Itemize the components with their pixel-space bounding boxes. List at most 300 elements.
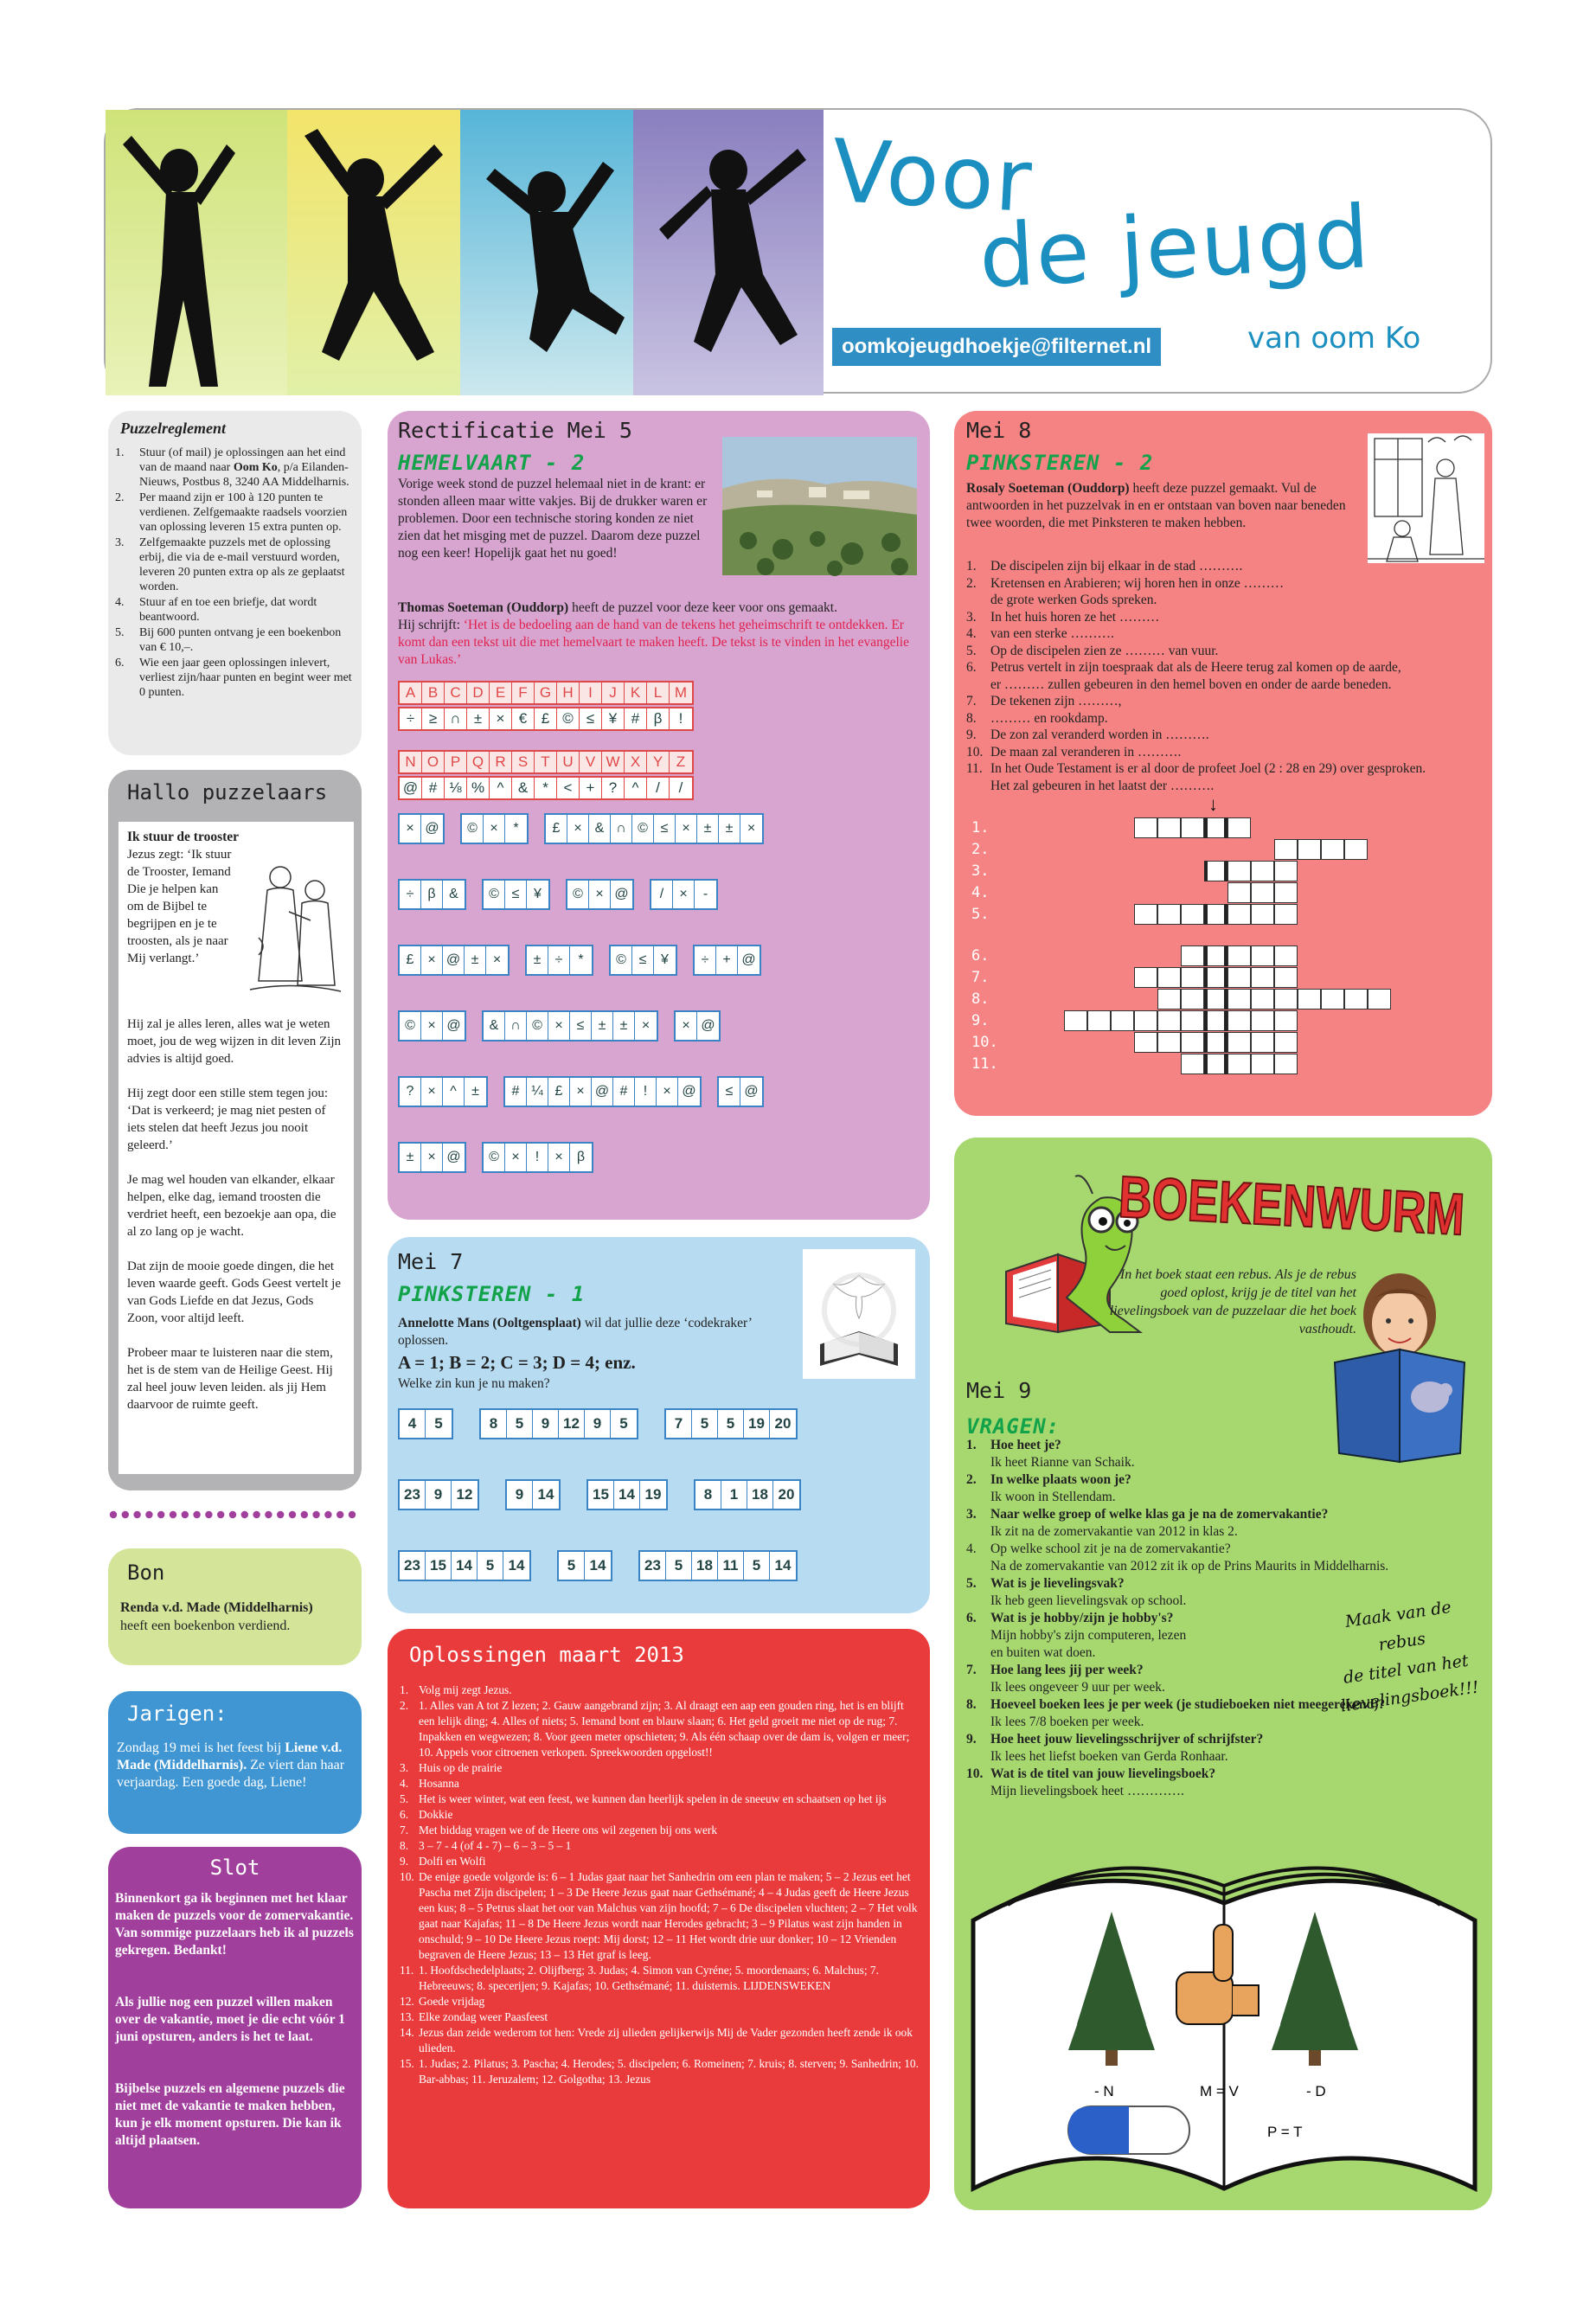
code-key-1 [398, 681, 694, 731]
item-text: De enige goede volgorde is: 6 – 1 Judas gaat naar het Sanhedrin om een plan te maken; 5 – 2 Jezus eet het Pascha met Zijn discipelen; 1 – 3 De Heere Jezus gaat naar Gethsémané; 4 – 4 Judas geeft de Heere Jezus een kus; 8 – 5 Petrus slaat het oor van Malchus van zijn hoofd; 7 – 6 De discipelen vluchten; 2 – 7 Het volk gaat naar Kajafas; 11 – 8 De Heere Jezus wordt naar Herodes gebracht; 3 – 9 Pilatus wast zijn handen in onschuld; 9 – 10 De Heere Jezus roept: Mij dorst; 12 – 11 Het wordt drie uur donker; 10 – 12 Vrienden begraven de Heere Jezus; 13 – 13 Het graf is leeg. [419, 1870, 918, 1961]
hallo-paragraph: Probeer maar te luisteren naar die stem, het is de stem van de Heilige Geest. Hij zal heel jouw leven leiden. als jij Hem daarvoor de ruimte geeft. [127, 1346, 333, 1412]
boekenwurm-blurb: In het boek staat een rebus. Als je de rebus goed oplost, krijg je de titel van het lievelingsboek van de puzzelaar die het boek vasthoudt. [1109, 1267, 1356, 1336]
qa-item [966, 1437, 1485, 1471]
grid-cell [1321, 839, 1344, 860]
mei7-code: A = 1; B = 2; C = 3; D = 4; enz. [398, 1352, 636, 1373]
divider-dot [170, 1511, 176, 1518]
solution-item [400, 2009, 919, 2025]
item-text: Jezus dan zeide wederom tot hen: Vrede zij ulieden gelijkerwijs Mij de Vader gezonden heeft zende ik ook ulieden. [419, 2026, 913, 2054]
answer-text: Ik zit na de zomervakantie van 2012 in klas 2. [990, 1524, 1238, 1539]
key-cell: Y [647, 752, 670, 772]
item-number: 2. [966, 575, 977, 591]
code-cell: & [449, 887, 458, 901]
item-number: 2. [966, 1472, 977, 1487]
hallo-title: Hallo puzzelaars [127, 780, 328, 804]
puzzle-row [398, 813, 921, 844]
question-item [966, 659, 1485, 693]
mei7-puzzle-rows [398, 1408, 921, 1621]
answer-text: Ik lees ongeveer 9 uur per week. [990, 1680, 1165, 1695]
reglement-item [115, 625, 356, 655]
code-cell: 9 [426, 1481, 452, 1509]
key-cell: ! [678, 710, 683, 727]
key-cell: / [678, 779, 683, 796]
grid-cell [1181, 904, 1204, 925]
code-cell: © [611, 946, 632, 974]
key-cell: L [647, 683, 670, 703]
item-number: 1. [966, 559, 977, 574]
code-cell: × [548, 1012, 570, 1040]
code-word [609, 945, 677, 976]
divider-dot [122, 1511, 129, 1518]
item-text: Zelfgemaakte puzzels met de oplossing erbij, die via de e-mail verstuurd worden, leveren 20 punten extra op als ze geplaatst worden. [139, 536, 345, 593]
grid-row-label: 2. [971, 841, 990, 858]
solution-item [400, 1963, 919, 1994]
code-word [693, 945, 761, 976]
puzzle-row [398, 1479, 921, 1510]
code-cell: ∩ [611, 815, 632, 843]
item-number: 6. [966, 660, 977, 675]
grid-row-label: 4. [971, 884, 990, 901]
code-cell: 8 [695, 1481, 721, 1509]
grid-cell [1274, 904, 1298, 925]
jarigen-name: Liene v.d. Made (Middelharnis). [117, 1740, 343, 1772]
key-cell: × [490, 708, 512, 729]
grid-cell [1181, 945, 1204, 966]
grid-cell [1368, 989, 1391, 1009]
code-word [460, 813, 529, 844]
key-cell: ^ [625, 778, 647, 798]
rectificatie-panel [388, 411, 930, 1220]
grid-cell [1227, 967, 1251, 988]
key-cell: O [422, 752, 445, 772]
rect-subtitle: HEMELVAART - 2 [398, 451, 586, 475]
question-item [966, 710, 1485, 727]
mei9-title: Mei 9 [966, 1378, 1032, 1403]
item-text: Dolfi en Wolfi [419, 1855, 486, 1868]
slot-paragraphs [115, 1890, 356, 2150]
code-cell: ! [527, 1144, 548, 1171]
code-cell: × [567, 815, 589, 843]
key-cell: # [422, 778, 445, 798]
solution-item [400, 1698, 919, 1760]
header-title-line2: de jeugd [977, 186, 1374, 308]
item-number: 5. [115, 626, 125, 639]
key-codes-row [398, 707, 694, 731]
item-number: 2. [400, 1699, 409, 1712]
code-word [398, 1550, 531, 1581]
item-text: Oom Ko [233, 461, 278, 474]
question-text: Wat is de titel van jouw lievelingsboek? [990, 1766, 1216, 1781]
grid-cell [1204, 861, 1227, 881]
item-number: 1. [966, 1438, 977, 1452]
item-number: 4. [966, 1541, 977, 1556]
code-cell: 14 [614, 1481, 640, 1509]
grid-cell [1227, 1010, 1251, 1031]
key-cell: # [625, 708, 647, 729]
puzzle-row [398, 1142, 921, 1173]
question-item [966, 693, 1485, 710]
code-word [398, 1142, 466, 1173]
grid-cell [1274, 967, 1298, 988]
question-text: Hoeveel boeken lees je per week (je studieboeken niet meegerekend)? [990, 1697, 1386, 1712]
divider-dot [110, 1511, 117, 1518]
code-cell: 9 [585, 1410, 611, 1438]
code-cell: 5 [692, 1410, 718, 1438]
reglement-title: Puzzelreglement [120, 420, 226, 437]
item-number: 10. [966, 1766, 984, 1781]
grid-cell [1251, 1010, 1274, 1031]
grid-cell [1134, 1032, 1157, 1053]
code-word [482, 1010, 658, 1042]
email-link[interactable]: oomkojeugdhoekje@filternet.nl [832, 328, 1161, 366]
grid-cell [1344, 989, 1368, 1009]
solution-item [400, 1823, 919, 1838]
mei8-subtitle: PINKSTEREN - 2 [966, 451, 1154, 475]
code-cell: 14 [589, 1557, 606, 1574]
item-text: Stuur af en toe een briefje, dat wordt beantwoord. [139, 596, 317, 624]
key-cell: + [580, 778, 602, 798]
item-number: 8. [966, 1697, 977, 1712]
grid-cell [1251, 1054, 1274, 1074]
code-cell: 9 [533, 1410, 559, 1438]
item-text: , p/a Eilanden-Nieuws, Postbus 8, 3240 AA Middelharnis. [139, 461, 349, 489]
code-cell: © [484, 881, 505, 908]
rebus-label-1: - N [1094, 2083, 1114, 2099]
grid-cell [1157, 904, 1181, 925]
grid-cell [1134, 817, 1157, 838]
answer-text: Na de zomervakantie van 2012 zit ik op de Prins Maurits in Middelharnis. [990, 1559, 1389, 1574]
slot-paragraph: Binnenkort ga ik beginnen met het klaar maken de puzzels voor de zomervakantie. Van sommige puzzelaars heb ik al puzzels gekregen. Bedankt! [115, 1891, 354, 1958]
puzzle-row [398, 1010, 921, 1042]
grid-cell [1251, 904, 1274, 925]
item-number: 7. [966, 1663, 977, 1677]
code-cell: × [589, 881, 611, 908]
divider-dot [193, 1511, 200, 1518]
key-cell: ¥ [602, 708, 625, 729]
boekenwurm-panel [954, 1138, 1561, 2210]
key-cell: B [422, 683, 445, 703]
reglement-list [115, 445, 356, 701]
code-word [398, 945, 510, 976]
item-number: 4. [115, 596, 125, 609]
item-number: 5. [966, 643, 977, 658]
bon-title: Bon [127, 1561, 165, 1585]
grid-cell [1157, 967, 1181, 988]
grid-cell [1204, 945, 1227, 966]
slot-title: Slot [209, 1856, 260, 1880]
item-text: De maan zal veranderen in ………. [990, 744, 1182, 760]
grid-cell [1227, 989, 1251, 1009]
divider-dot [145, 1511, 152, 1518]
solution-item [400, 1854, 919, 1869]
grid-cell [1204, 1010, 1227, 1031]
question-item [966, 744, 1485, 761]
code-cell: × [421, 1144, 443, 1171]
grid-cell [1204, 989, 1227, 1009]
grid-row-label: 3. [971, 862, 990, 880]
grid-cell [1227, 1054, 1251, 1074]
handwritten-note [1319, 1590, 1489, 1721]
code-word [566, 879, 634, 910]
solution-item [400, 1838, 919, 1854]
item-number: 2. [115, 491, 125, 504]
grid-cell [1181, 989, 1204, 1009]
divider-dot [349, 1511, 356, 1518]
code-cell: 14 [508, 1557, 525, 1574]
code-cell: # [505, 1078, 527, 1106]
item-number: 6. [966, 1611, 977, 1625]
code-cell: © [527, 1012, 548, 1040]
question-item [966, 625, 1485, 643]
mei7-question: Welke zin kun je nu maken? [398, 1376, 550, 1391]
item-number: 6. [115, 657, 125, 670]
grid-cell [1181, 817, 1204, 838]
item-number: 12. [400, 1995, 414, 2008]
jarigen-text1: Zondag 19 mei is het feest bij [117, 1740, 285, 1755]
puzzle-row [398, 1408, 921, 1439]
grid-cell [1274, 945, 1298, 966]
grid-cell [1204, 817, 1227, 838]
question-item [966, 575, 1485, 609]
code-word [664, 1408, 798, 1439]
grid-cell [1227, 861, 1251, 881]
item-number: 11. [966, 761, 983, 776]
key-cell: ≤ [580, 708, 602, 729]
code-word [674, 1010, 721, 1042]
code-cell: × [484, 815, 505, 843]
qa-item [966, 1471, 1485, 1506]
code-cell: £ [400, 946, 421, 974]
grid-cell [1181, 1054, 1204, 1074]
code-cell: ± [471, 1084, 479, 1099]
divider-dot [265, 1511, 272, 1518]
code-cell: © [462, 815, 484, 843]
code-word [650, 879, 718, 910]
item-text-cont: er ……… zullen gebeuren in den hemel boven en onder de aarde beneden. [990, 676, 1392, 692]
mei7-panel [388, 1237, 930, 1613]
key-codes-row [398, 776, 694, 800]
key-cell: T [535, 752, 557, 772]
slot-panel [108, 1847, 362, 2208]
item-text: Hosanna [419, 1777, 459, 1790]
item-number: 6. [400, 1808, 409, 1821]
code-cell: @ [443, 946, 465, 974]
code-cell: 5 [666, 1552, 692, 1580]
code-cell: ± [613, 1012, 635, 1040]
grid-row-label: 5. [971, 906, 990, 923]
grid-cell [1181, 967, 1204, 988]
key-cell: ≥ [422, 708, 445, 729]
grid-cell [1321, 989, 1344, 1009]
grid-row-label: 8. [971, 990, 990, 1008]
hallo-panel [108, 770, 362, 1490]
code-cell: & [589, 815, 611, 843]
key-cell: C [445, 683, 467, 703]
item-number: 10. [400, 1870, 414, 1883]
code-cell: © [632, 815, 654, 843]
rect-quote: ‘Het is de bedoeling aan de hand van de tekens het geheimschrift te ontdekken. Er komt dan een tekst uit die met hemelvaart te maken heeft. De tekst is te vinden in het evangelie van Lukas.’ [398, 618, 909, 667]
key-cell: * [535, 778, 557, 798]
grid-cell [1157, 989, 1181, 1009]
key-cell: % [467, 778, 490, 798]
code-cell: × [641, 1018, 651, 1033]
code-cell: ? [400, 1078, 421, 1106]
item-number: 8. [400, 1839, 409, 1852]
key-cell: ÷ [400, 708, 422, 729]
reglement-item [115, 656, 356, 700]
item-number: 1. [115, 446, 125, 459]
code-cell: @ [744, 1084, 759, 1099]
code-cell: × [505, 1144, 527, 1171]
code-word [398, 1479, 479, 1510]
header-byline: van oom Ko [1247, 321, 1421, 356]
reglement-item [115, 535, 356, 594]
code-word [586, 1479, 668, 1510]
code-word [505, 1479, 561, 1510]
code-cell: 5 [744, 1552, 770, 1580]
code-cell: ± [719, 815, 740, 843]
divider-dot [277, 1511, 284, 1518]
code-cell: @ [701, 1018, 715, 1033]
rebus-label-4: P = T [1267, 2124, 1303, 2140]
hallo-paragraph: Hij zal je alles leren, alles wat je weten moet, jou de weg wijzen in dit leven Zijn advies is altijd goed. [127, 1017, 342, 1066]
puzzle-row [398, 1550, 921, 1581]
code-cell: × [421, 1012, 443, 1040]
code-word [694, 1479, 801, 1510]
handnote-line: Maak van de rebus [1343, 1597, 1452, 1655]
question-text: Hoe heet jouw lievelingsschrijver of schrijfster? [990, 1732, 1264, 1747]
divider-dot [289, 1511, 296, 1518]
code-cell: 5 [559, 1552, 585, 1580]
code-cell: × [673, 881, 695, 908]
key-cell: £ [535, 708, 557, 729]
solution-item [400, 1869, 919, 1963]
code-cell: ÷ [695, 946, 716, 974]
hallo-body [119, 822, 354, 1474]
code-cell: × [400, 815, 421, 843]
item-number: 10. [966, 744, 984, 760]
rect-title: Rectificatie Mei 5 [398, 418, 632, 443]
code-cell: £ [548, 1078, 570, 1106]
reglement-item [115, 595, 356, 625]
code-cell: 14 [452, 1552, 478, 1580]
header-banner [104, 108, 1492, 394]
answer-text: Mijn hobby's zijn computeren, lezen [990, 1628, 1187, 1643]
code-cell: 12 [456, 1486, 473, 1503]
solution-item [400, 1776, 919, 1791]
code-word [482, 879, 550, 910]
item-text: In het huis horen ze het ……… [990, 609, 1160, 625]
mei7-title: Mei 7 [398, 1249, 464, 1274]
code-cell: & [484, 1012, 505, 1040]
code-cell: ¥ [661, 952, 669, 967]
answer-text: en buiten wat doen. [990, 1645, 1096, 1660]
mei7-author-rest: wil dat jullie deze ‘codekraker’ oplossen. [398, 1316, 752, 1348]
qa-item [966, 1541, 1485, 1575]
question-item [966, 558, 1485, 575]
code-cell: 5 [434, 1415, 443, 1432]
item-number: 7. [400, 1823, 409, 1836]
code-cell: ≤ [719, 1078, 740, 1106]
key-cell: < [557, 778, 580, 798]
code-cell: ¥ [534, 887, 542, 901]
rect-writes: Hij schrijft: [398, 618, 464, 632]
solution-item [400, 2025, 919, 2056]
pentecost-illustration [1368, 433, 1484, 563]
code-word [479, 1408, 638, 1439]
code-cell: ≤ [570, 1012, 592, 1040]
hallo-paragraph: Dat zijn de mooie goede dingen, die het leven waarde geeft. Gods Geest vertelt je van Gods Liefde en dat Jezus, Gods Zoon, voor altijd leeft. [127, 1259, 341, 1325]
key-cell: ± [467, 708, 490, 729]
grid-cell [1251, 1032, 1274, 1053]
code-word [638, 1550, 798, 1581]
mei8-author-rest: heeft deze puzzel gemaakt. Vul de antwoorden in het puzzelvak in en er ontstaan van boven naar beneden twee woorden, die met Pinksteren te maken hebben. [966, 481, 1346, 530]
jumping-kids-image [106, 110, 824, 395]
code-cell: ≤ [632, 946, 654, 974]
item-number: 5. [966, 1576, 977, 1591]
bon-panel [108, 1548, 362, 1665]
code-cell: 18 [747, 1481, 773, 1509]
code-cell: 12 [559, 1410, 585, 1438]
item-number: 3. [115, 536, 125, 549]
grid-cell [1298, 989, 1321, 1009]
key-cell: / [647, 778, 670, 798]
hallo-paragraph: Hij zegt door een stille stem tegen jou: ‘Dat is verkeerd; je mag niet pesten of iets stelen dat heeft Jezus jou nooit geleerd.’ [127, 1086, 329, 1152]
item-text: Goede vrijdag [419, 1995, 485, 2008]
divider-dot [337, 1511, 343, 1518]
dotted-divider [108, 1509, 362, 1520]
item-text: Op de discipelen zien ze ……… van vuur. [990, 643, 1219, 658]
item-text: Dokkie [419, 1808, 453, 1821]
grid-cell [1204, 1032, 1227, 1053]
code-cell: 7 [666, 1410, 692, 1438]
code-cell: 19 [644, 1486, 662, 1503]
item-number: 15. [400, 2057, 414, 2070]
reglement-item [115, 445, 356, 490]
answer-text: Ik heet Rianne van Schaik. [990, 1455, 1135, 1470]
question-text: Wat is je lievelingsvak? [990, 1576, 1125, 1591]
key-cell: E [490, 683, 512, 703]
grid-row-label: 6. [971, 947, 990, 965]
question-item [966, 609, 1485, 626]
key-cell: W [602, 752, 625, 772]
code-cell: ± [527, 946, 548, 974]
solution-item [400, 1791, 919, 1807]
dove-bible-image [803, 1249, 915, 1379]
code-cell: 5 [718, 1410, 744, 1438]
code-cell: * [513, 821, 519, 836]
key-cell: ^ [490, 778, 512, 798]
grid-row-label: 9. [971, 1012, 990, 1029]
grid-cell [1134, 1010, 1157, 1031]
boekenwurm-title-art [1110, 1155, 1561, 1253]
question-text: Hoe heet je? [990, 1438, 1061, 1452]
grid-cell [1181, 1032, 1204, 1053]
puzzelreglement-panel [108, 411, 362, 755]
code-word [557, 1550, 612, 1581]
question-item [966, 643, 1485, 660]
code-cell: 9 [507, 1481, 533, 1509]
question-text: In welke plaats woon je? [990, 1472, 1131, 1487]
grid-cell [1227, 945, 1251, 966]
key-cell: F [512, 683, 535, 703]
code-cell: ≤ [505, 881, 527, 908]
question-item [966, 727, 1485, 744]
key-cell: J [602, 683, 625, 703]
jarigen-title: Jarigen: [127, 1702, 228, 1726]
answer-text: Ik heb geen lievelingsvak op school. [990, 1593, 1187, 1608]
bon-name: Renda v.d. Made (Middelharnis) [120, 1600, 313, 1615]
